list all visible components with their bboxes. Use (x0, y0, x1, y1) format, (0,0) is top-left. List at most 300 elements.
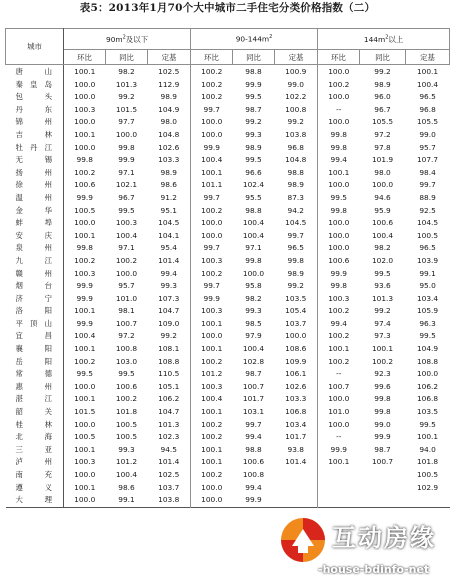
table-row (6, 242, 450, 255)
value-cell: 108.6 (275, 343, 318, 356)
value-cell: 99.8 (76, 155, 93, 165)
table-row (6, 268, 450, 281)
table-row (6, 381, 450, 394)
value-cell: 91.2 (148, 192, 191, 205)
value-cell: 99.7 (203, 243, 220, 253)
value-cell: 101.4 (275, 456, 318, 469)
value-cell: 99.5 (419, 419, 436, 429)
value-cell: 100.5 (416, 470, 439, 479)
value-cell: 98.9 (275, 268, 318, 281)
value-cell: 99.4 (330, 155, 348, 165)
value-cell: 99.9 (118, 155, 135, 165)
value-cell: 103.0 (115, 356, 138, 366)
value-cell: 100.4 (74, 331, 96, 341)
value-cell: 100.0 (74, 381, 96, 391)
value-cell: 105.5 (416, 117, 439, 127)
value-cell: 100.4 (201, 394, 223, 404)
value-cell: 100.4 (371, 230, 394, 240)
value-cell: 100.0 (201, 230, 223, 240)
table-row (6, 444, 450, 457)
city-cell: 襄阳 (6, 343, 64, 356)
value-cell: 100.6 (371, 218, 394, 228)
value-cell: 97.3 (374, 331, 391, 341)
value-cell: 99.3 (148, 280, 191, 293)
group-header-large: $144m^2$以上 (318, 29, 450, 50)
city-cell: 韶关 (6, 406, 64, 419)
city-cell: 牡丹江 (6, 142, 64, 155)
value-cell: 98.7 (245, 104, 262, 114)
value-cell: 100.0 (328, 230, 350, 240)
value-cell: 100.1 (74, 129, 96, 139)
value-cell: 100.1 (74, 67, 96, 76)
table-row (6, 343, 450, 356)
value-cell: 100.0 (201, 218, 223, 228)
value-cell: 102.5 (148, 469, 191, 482)
value-cell: 100.8 (242, 470, 265, 479)
value-cell: 101.8 (416, 457, 439, 467)
value-cell: 101.3 (115, 79, 138, 89)
value-cell: 99.8 (330, 205, 348, 215)
value-cell: 99.9 (245, 79, 262, 89)
table-row (6, 469, 450, 482)
value-cell: 99.8 (374, 407, 391, 417)
value-cell: 96.0 (374, 92, 391, 102)
value-cell: -- (336, 432, 342, 442)
value-cell: 104.9 (416, 344, 439, 354)
city-cell: 岳阳 (6, 356, 64, 369)
value-cell: 98.8 (245, 444, 262, 454)
value-cell: 100.4 (115, 470, 138, 479)
value-cell: 99.7 (203, 104, 220, 114)
value-cell: 103.7 (148, 482, 191, 495)
value-cell: 101.5 (115, 104, 138, 114)
value-cell: 100.3 (201, 255, 223, 265)
value-cell: 99.5 (76, 369, 93, 379)
value-cell (406, 494, 450, 507)
value-cell (360, 469, 406, 482)
value-cell: 106.8 (275, 406, 318, 419)
value-cell: 99.0 (419, 129, 436, 139)
value-cell: 99.7 (245, 419, 262, 429)
value-cell: 99.8 (374, 394, 391, 404)
value-cell: 103.4 (416, 293, 439, 303)
value-cell: 100.0 (328, 243, 350, 253)
city-cell: 无锡 (6, 154, 64, 167)
value-cell: 100.1 (74, 394, 96, 404)
table-row (6, 65, 450, 79)
value-cell: 100.5 (115, 432, 138, 442)
value-cell: 98.2 (245, 293, 262, 303)
value-cell: 102.6 (275, 381, 318, 394)
value-cell: 101.2 (115, 457, 138, 467)
value-cell: 99.2 (374, 67, 391, 76)
value-cell: 100.3 (74, 268, 96, 278)
value-cell: 99.8 (118, 142, 135, 152)
table-row (6, 205, 450, 218)
table-row (6, 494, 450, 507)
value-cell: 100.0 (201, 129, 223, 139)
value-cell: 99.8 (330, 142, 348, 152)
city-cell: 包头 (6, 91, 64, 104)
value-cell: 99.8 (330, 281, 348, 291)
value-cell: 95.1 (148, 205, 191, 218)
city-cell: 常德 (6, 368, 64, 381)
value-cell: 100.7 (242, 381, 265, 391)
value-cell: 100.0 (328, 117, 350, 127)
value-cell: 100.0 (74, 495, 96, 505)
value-cell: 99.5 (419, 331, 436, 341)
value-cell: 98.5 (245, 318, 262, 328)
value-cell: 100.0 (242, 268, 265, 278)
value-cell: 100.2 (201, 470, 223, 479)
table-row (6, 431, 450, 444)
value-cell: 99.1 (419, 268, 436, 278)
city-cell: 湛江 (6, 393, 64, 406)
value-cell: 95.7 (419, 142, 436, 152)
value-cell: 99.5 (330, 192, 348, 202)
value-cell: 100.1 (74, 344, 96, 354)
value-cell: 100.2 (74, 167, 96, 177)
value-cell: 98.1 (118, 306, 135, 316)
value-cell: 100.0 (115, 268, 138, 278)
value-cell: 99.9 (76, 293, 93, 303)
value-cell: 100.0 (201, 482, 223, 492)
value-cell: 95.8 (245, 281, 262, 291)
value-cell: 99.0 (374, 419, 391, 429)
city-cell: 泸州 (6, 456, 64, 469)
value-cell: 104.8 (275, 154, 318, 167)
city-cell: 北海 (6, 431, 64, 444)
value-cell: 99.2 (118, 92, 135, 102)
value-cell: 106.2 (416, 381, 439, 391)
value-cell: 101.7 (242, 394, 265, 404)
value-cell: 100.0 (328, 218, 350, 228)
value-cell: 100.1 (328, 167, 350, 177)
value-cell: 101.8 (115, 407, 138, 417)
value-cell: 101.0 (328, 407, 350, 417)
city-cell: 泉州 (6, 242, 64, 255)
value-cell: 96.8 (275, 142, 318, 155)
value-cell: 96.5 (275, 242, 318, 255)
value-cell: 103.5 (416, 407, 439, 417)
subheader-yoy: 同比 (360, 50, 406, 65)
value-cell: 104.5 (416, 218, 439, 228)
value-cell: 100.2 (328, 79, 350, 89)
value-cell (318, 494, 360, 507)
value-cell: 97.2 (374, 129, 391, 139)
subheader-yoy: 同比 (106, 50, 148, 65)
value-cell (275, 482, 318, 495)
value-cell: 100.3 (201, 306, 223, 316)
value-cell: 99.9 (76, 318, 93, 328)
value-cell: 112.9 (148, 79, 191, 92)
value-cell: 88.9 (419, 192, 436, 202)
value-cell: 103.7 (275, 318, 318, 331)
value-cell: 101.1 (201, 180, 223, 190)
city-cell: 吉林 (6, 129, 64, 142)
value-cell: 100.5 (115, 419, 138, 429)
value-cell: 99.5 (245, 155, 262, 165)
value-cell: 99.8 (245, 255, 262, 265)
city-cell: 秦皇岛 (6, 79, 64, 92)
value-cell: 100.5 (74, 205, 96, 215)
value-cell: 104.9 (148, 104, 191, 117)
city-cell: 大理 (6, 494, 64, 507)
subheader-base: 定基 (148, 50, 191, 65)
value-cell: 100.6 (328, 255, 350, 265)
value-cell: 100.1 (74, 230, 96, 240)
value-cell: 98.2 (118, 67, 135, 76)
value-cell: 109.0 (148, 318, 191, 331)
city-cell: 烟台 (6, 280, 64, 293)
table-title: 表5：2013年1月70个大中城市二手住宅分类价格指数（二） (79, 2, 376, 14)
subheader-base: 定基 (406, 50, 450, 65)
value-cell: 100.2 (201, 79, 223, 89)
value-cell: 99.9 (245, 495, 262, 505)
subheader-yoy: 同比 (233, 50, 275, 65)
table-body (6, 65, 450, 508)
value-cell: 94.0 (419, 444, 436, 454)
price-index-table (5, 28, 450, 508)
value-cell: 100.0 (115, 129, 138, 139)
value-cell: 110.5 (148, 368, 191, 381)
value-cell: 100.7 (115, 318, 138, 328)
value-cell (318, 482, 360, 495)
value-cell: 96.5 (419, 92, 436, 102)
table-row (6, 104, 450, 117)
table-row (6, 116, 450, 129)
value-cell: 100.0 (328, 180, 350, 190)
value-cell: 106.2 (148, 393, 191, 406)
value-cell: 100.1 (328, 344, 350, 354)
value-cell: 104.5 (275, 217, 318, 230)
value-cell (275, 469, 318, 482)
value-cell: 100.1 (416, 67, 439, 76)
value-cell: 100.1 (201, 407, 223, 417)
table-row (6, 192, 450, 205)
value-cell: 95.7 (118, 281, 135, 291)
value-cell: 99.9 (330, 268, 348, 278)
value-cell: 99.6 (374, 381, 391, 391)
table-row (6, 280, 450, 293)
value-cell: 100.4 (242, 344, 265, 354)
value-cell: -- (336, 369, 342, 379)
value-cell: 100.0 (201, 495, 223, 505)
value-cell: 98.9 (275, 179, 318, 192)
value-cell: 87.3 (275, 192, 318, 205)
value-cell: 99.9 (76, 281, 93, 291)
value-cell: 95.9 (374, 205, 391, 215)
table-row (6, 456, 450, 469)
value-cell: 99.3 (245, 306, 262, 316)
value-cell: 93.6 (374, 281, 391, 291)
value-cell: 99.0 (275, 79, 318, 92)
value-cell: 100.5 (74, 432, 96, 442)
value-cell: 100.1 (416, 432, 439, 442)
watermark (278, 515, 453, 579)
value-cell: 100.4 (242, 218, 265, 228)
value-cell: 100.0 (74, 79, 96, 89)
table-row (6, 167, 450, 180)
table-row (6, 179, 450, 192)
value-cell: 108.1 (148, 343, 191, 356)
table-row (6, 79, 450, 92)
value-cell: 99.9 (203, 293, 220, 303)
value-cell: 100.0 (74, 92, 96, 102)
value-cell: 100.4 (416, 79, 439, 89)
value-cell: 99.4 (245, 432, 262, 442)
value-cell: 100.1 (201, 318, 223, 328)
value-cell: 99.4 (148, 268, 191, 281)
value-cell (360, 494, 406, 507)
value-cell: 103.3 (275, 393, 318, 406)
value-cell: 100.2 (201, 432, 223, 442)
value-cell: 98.8 (245, 67, 262, 76)
value-cell: 100.2 (115, 255, 138, 265)
value-cell: 100.7 (371, 457, 394, 467)
value-cell: 104.5 (148, 217, 191, 230)
city-cell: 南充 (6, 469, 64, 482)
value-cell: 101.0 (115, 293, 138, 303)
value-cell: 98.0 (148, 116, 191, 129)
value-cell: 100.0 (201, 117, 223, 127)
city-cell: 宜昌 (6, 330, 64, 343)
value-cell: 98.7 (374, 444, 391, 454)
value-cell: 100.2 (201, 205, 223, 215)
value-cell: 100.2 (201, 268, 223, 278)
value-cell: 99.9 (76, 192, 93, 202)
value-cell: 101.4 (148, 255, 191, 268)
value-cell: 100.2 (328, 331, 350, 341)
value-cell: 99.4 (245, 482, 262, 492)
city-cell: 唐山 (6, 65, 64, 79)
table-row (6, 419, 450, 432)
value-cell: 101.9 (371, 155, 394, 165)
value-cell: 96.5 (419, 243, 436, 253)
value-cell: 106.8 (416, 394, 439, 404)
value-cell: 105.4 (275, 305, 318, 318)
value-cell (318, 469, 360, 482)
value-cell: 100.1 (328, 457, 350, 467)
value-cell: 97.1 (118, 243, 135, 253)
value-cell: 98.4 (419, 167, 436, 177)
value-cell: 95.4 (148, 242, 191, 255)
subheader-mom: 环比 (191, 50, 233, 65)
value-cell: 99.5 (118, 205, 135, 215)
table-row (6, 129, 450, 142)
value-cell: 100.1 (201, 344, 223, 354)
value-cell: 100.4 (201, 155, 223, 165)
value-cell: 99.8 (76, 243, 93, 253)
city-cell: 金华 (6, 205, 64, 218)
value-cell: 96.8 (419, 104, 436, 114)
table-row (6, 356, 450, 369)
value-cell: 96.6 (245, 167, 262, 177)
value-cell: 98.2 (374, 243, 391, 253)
value-cell: 100.2 (74, 356, 96, 366)
value-cell: 108.8 (148, 356, 191, 369)
value-cell: 100.6 (115, 381, 138, 391)
city-cell: 桂林 (6, 419, 64, 432)
brand-logo-icon (278, 515, 328, 565)
table-row (6, 393, 450, 406)
subheader-mom: 环比 (318, 50, 360, 65)
table-row (6, 142, 450, 155)
value-cell: 102.3 (148, 431, 191, 444)
value-cell: 100.0 (74, 218, 96, 228)
value-cell: 102.0 (371, 255, 394, 265)
group-header-medium: $90-144m^2$ (191, 29, 318, 50)
value-cell: 99.5 (245, 92, 262, 102)
group-header-small: $90m^2$及以下 (64, 29, 191, 50)
value-cell: 108.8 (416, 356, 439, 366)
value-cell: 103.5 (275, 293, 318, 306)
value-cell: 102.8 (242, 356, 265, 366)
value-cell: 99.3 (245, 129, 262, 139)
value-cell: 95.5 (245, 192, 262, 202)
subheader-mom: 环比 (64, 50, 106, 65)
value-cell: 102.1 (115, 180, 138, 190)
value-cell: 99.5 (118, 369, 135, 379)
city-cell: 九江 (6, 255, 64, 268)
value-cell: 100.2 (328, 356, 350, 366)
value-cell: 100.0 (371, 180, 394, 190)
value-cell: 98.8 (245, 205, 262, 215)
table-row (6, 305, 450, 318)
table-row (6, 154, 450, 167)
value-cell: -- (336, 104, 342, 114)
value-cell: 94.5 (148, 444, 191, 457)
city-cell: 三亚 (6, 444, 64, 457)
header-row-groups (6, 29, 450, 50)
value-cell: 100.0 (275, 330, 318, 343)
value-cell: 99.9 (203, 142, 220, 152)
table-row (6, 230, 450, 243)
value-cell: 103.8 (148, 494, 191, 507)
value-cell: 100.9 (275, 65, 318, 79)
value-cell: 105.1 (148, 381, 191, 394)
value-cell: 103.1 (242, 407, 265, 417)
value-cell: 100.3 (328, 293, 350, 303)
value-cell: 103.4 (275, 419, 318, 432)
value-cell: 100.0 (74, 419, 96, 429)
value-cell: 100.8 (275, 104, 318, 117)
value-cell: 99.2 (275, 116, 318, 129)
value-cell: 100.3 (201, 381, 223, 391)
value-cell: 99.9 (374, 432, 391, 442)
city-cell: 洛阳 (6, 305, 64, 318)
value-cell: 100.1 (201, 167, 223, 177)
value-cell: 100.4 (115, 230, 138, 240)
value-cell: 100.3 (115, 218, 138, 228)
value-cell: 100.1 (201, 444, 223, 454)
value-cell: 100.0 (74, 470, 96, 479)
value-cell: 100.1 (74, 306, 96, 316)
value-cell (360, 482, 406, 495)
value-cell: 96.7 (118, 192, 135, 202)
value-cell: 100.3 (74, 104, 96, 114)
value-cell: 98.8 (275, 167, 318, 180)
value-cell: 102.5 (148, 65, 191, 79)
table-row (6, 368, 450, 381)
value-cell: 99.2 (374, 306, 391, 316)
value-cell: 100.2 (201, 356, 223, 366)
value-cell: 97.1 (245, 243, 262, 253)
value-cell: 98.9 (148, 167, 191, 180)
value-cell: 104.8 (148, 129, 191, 142)
value-cell: 99.8 (275, 255, 318, 268)
table-row (6, 318, 450, 331)
